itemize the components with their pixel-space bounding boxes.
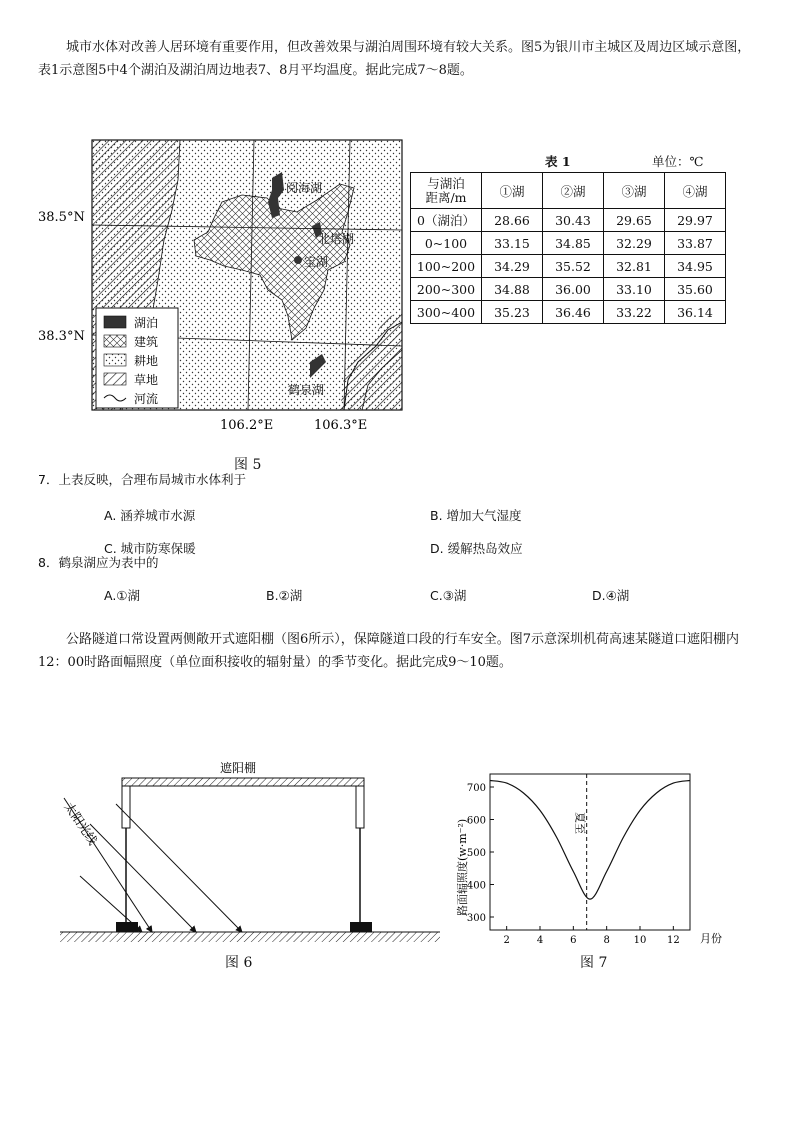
lake-label-baohu: 宝湖 xyxy=(304,255,329,269)
question-8-stem: 8．鹤泉湖应为表中的 xyxy=(38,555,159,570)
question-8-option-d[interactable]: D.④湖 xyxy=(592,588,630,603)
figure-5-map xyxy=(30,132,415,444)
y-tick-label: 600 xyxy=(466,815,486,827)
lat-label-38-5: 38.5°N xyxy=(38,210,85,225)
x-axis-label: 月份 xyxy=(700,932,722,945)
irradiance-series-line xyxy=(490,781,690,900)
legend-farmland: 耕地 xyxy=(134,354,159,368)
legend-lake: 湖泊 xyxy=(134,316,159,330)
lake-label-hequan: 鹤泉湖 xyxy=(288,383,325,397)
question-7-stem: 7．上表反映，合理布局城市水体利于 xyxy=(38,472,246,487)
legend-grassland: 草地 xyxy=(134,373,159,387)
intro-paragraph-1: 城市水体对改善人居环境有重要作用，但改善效果与湖泊周围环境有较大关系。图5为银川市主城区及周边区域示意图，表1示意图5中4个湖泊及湖泊周边地表7、8月平均温度。据此完成7～8题。 xyxy=(38,40,751,78)
table-row: 0（湖泊） 28.66 30.43 29.65 29.97 xyxy=(411,209,726,232)
right-foundation xyxy=(350,922,372,932)
legend-building: 建筑 xyxy=(134,335,159,349)
question-7-option-b[interactable]: B. 增加大气湿度 xyxy=(430,508,522,523)
table-1 xyxy=(410,172,726,324)
intro-paragraph-2: 公路隧道口常设置两侧敞开式遮阳棚（图6所示），保障隧道口段的行车安全。图7示意深圳机荷高速某隧道口遮阳棚内12：00时路面幅照度（单位面积接收的辐射量）的季节变化。据此完成9～10题。 xyxy=(38,632,740,670)
figure-7-chart xyxy=(450,766,750,948)
figure-5-caption: 图 5 xyxy=(234,457,262,473)
lake-baohu xyxy=(294,256,302,264)
left-foundation xyxy=(116,922,138,932)
lake-label-beita: 北塔湖 xyxy=(318,232,355,246)
figure-7-caption: 图 7 xyxy=(580,955,608,971)
table-row: 100~200 34.29 35.52 32.81 34.95 xyxy=(411,255,726,278)
sun-ray xyxy=(90,824,196,932)
table-header-col: ①湖 xyxy=(482,173,543,209)
x-tick-label: 10 xyxy=(633,935,647,946)
y-tick-label: 700 xyxy=(466,783,486,794)
table-header-distance: 与湖泊 距离/m xyxy=(411,173,482,209)
table-row: 300~400 35.23 36.46 33.22 36.14 xyxy=(411,301,726,324)
x-tick-label: 8 xyxy=(603,935,610,946)
table-header-col: ②湖 xyxy=(543,173,604,209)
x-tick-label: 4 xyxy=(536,935,544,946)
table-row: 200~300 34.88 36.00 33.10 35.60 xyxy=(411,278,726,301)
ground xyxy=(60,932,440,942)
plot-frame xyxy=(490,774,690,930)
lon-label-106-3: 106.3°E xyxy=(314,418,368,433)
figure-6-diagram xyxy=(60,758,445,948)
legend-river: 河流 xyxy=(134,392,159,406)
sun-ray xyxy=(80,876,142,932)
sun-ray-label: 太阳光线 xyxy=(61,799,100,848)
sunshade-label: 遮阳棚 xyxy=(220,761,257,775)
x-tick-label: 12 xyxy=(666,935,680,946)
x-tick-label: 6 xyxy=(570,935,577,946)
y-tick-label: 300 xyxy=(466,913,486,924)
question-7-option-c[interactable]: C. 城市防寒保暖 xyxy=(104,541,196,556)
y-axis-label: 路面辐照度(w·m⁻²) xyxy=(456,818,469,916)
summer-solstice-label: 夏至 xyxy=(573,812,587,834)
lat-label-38-3: 38.3°N xyxy=(38,329,85,344)
y-tick-label: 500 xyxy=(466,848,486,859)
question-8-option-c[interactable]: C.③湖 xyxy=(430,588,467,603)
table-header-col: ④湖 xyxy=(665,173,726,209)
sun-ray xyxy=(116,804,242,932)
table-header-col: ③湖 xyxy=(604,173,665,209)
figure-6-caption: 图 6 xyxy=(225,955,253,971)
lake-label-yuehai: 阅海湖 xyxy=(286,181,323,195)
lon-label-106-2: 106.2°E xyxy=(220,418,274,433)
question-8-option-b[interactable]: B.②湖 xyxy=(266,588,303,603)
question-7-option-d[interactable]: D. 缓解热岛效应 xyxy=(430,541,523,556)
sunshade-roof xyxy=(122,778,364,786)
y-tick-label: 400 xyxy=(466,880,486,892)
question-8-option-a[interactable]: A.①湖 xyxy=(104,588,141,603)
table-1-title: 表 1 xyxy=(545,154,571,169)
map-legend xyxy=(96,308,178,408)
x-tick-label: 2 xyxy=(503,935,510,946)
table-row: 0~100 33.15 34.85 32.29 33.87 xyxy=(411,232,726,255)
question-7-option-a[interactable]: A. 涵养城市水源 xyxy=(104,508,196,523)
table-1-unit: 单位：℃ xyxy=(652,154,704,169)
